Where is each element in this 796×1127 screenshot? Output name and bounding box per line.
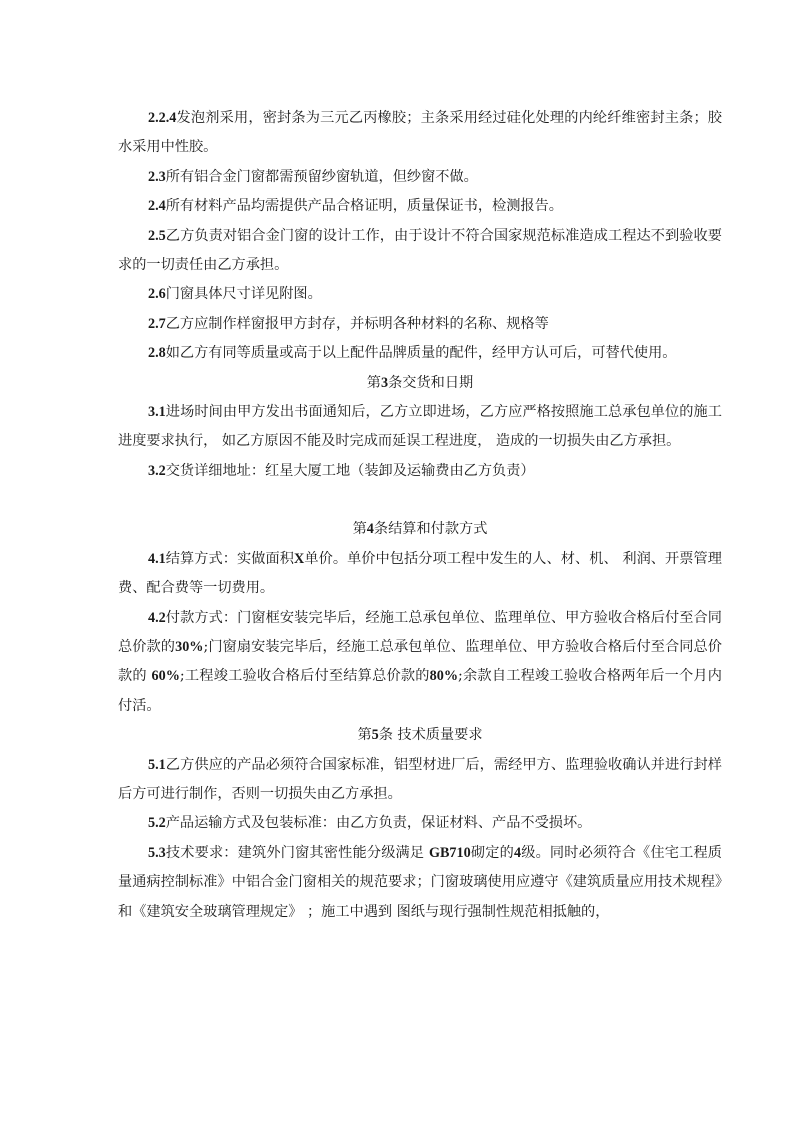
clause-text: 所有铝合金门窗都需预留纱窗轨道，但纱窗不做。 <box>165 168 478 185</box>
clause-number: 2.4 <box>148 198 166 215</box>
clause-5-2 <box>118 809 722 838</box>
clause-2-7 <box>118 310 722 339</box>
clause-text: 如乙方有同等质量或高于以上配件品牌质量的配件，经甲方认可后，可替代使用。 <box>165 345 677 362</box>
clause-number: 4.1 <box>148 550 166 567</box>
clause-5-1 <box>118 751 722 810</box>
document-page <box>118 104 722 927</box>
clause-2-3 <box>118 163 722 192</box>
clause-2-5 <box>118 222 722 281</box>
spacer <box>118 486 722 515</box>
clause-text: 门窗具体尺寸详见附图。 <box>165 286 322 303</box>
clause-text: 交货详细地址：红星大厦工地（装卸及运输费由乙方负责） <box>165 462 535 479</box>
section-5-heading: 第5条 技术质量要求 <box>357 727 483 744</box>
clause-2-6 <box>118 280 722 309</box>
clause-number: 4.2 <box>148 609 166 626</box>
clause-number: 2.5 <box>148 227 166 244</box>
clause-text: 进场时间由甲方发出书面通知后，乙方立即进场，乙方应严格按照施工总承包单位的施工进度要求执行， 如乙方原因不能及时完成而延误工程进度， 造成的一切损失由乙方承担。 <box>118 404 722 450</box>
clause-text: 乙方供应的产品必须符合国家标准，铝型材进厂后，需经甲方、监理验收确认并进行封样后方可进行制作，否则一切损失由乙方承担。 <box>118 756 722 802</box>
clause-number: 2.3 <box>148 168 166 185</box>
clause-number: 2.2.4 <box>148 110 177 126</box>
clause-number: 2.8 <box>148 345 166 362</box>
clause-2-8 <box>118 339 722 368</box>
clause-4-2: 4.2付款方式：门窗框安装完毕后，经施工总承包单位、监理单位、甲方验收合格后付至合同总价款的30%;门窗扇安装完毕后，经施工总承包单位、监理单位、甲方验收合格后付至合同总价款的 60%;工程竣工验收合格后付至结算总价款的80%;余款自工程竣工验收合格两年后一个月内付活。 <box>118 609 722 714</box>
section-number: 4 <box>366 521 374 538</box>
clause-3-1 <box>118 398 722 457</box>
clause-2-2-4 <box>118 104 722 163</box>
clause-2-4 <box>118 192 722 221</box>
clause-text: 乙方负责对铝合金门窗的设计工作，由于设计不符合国家规范标准造成工程达不到验收要求的一切责任由乙方承担。 <box>118 227 722 274</box>
clause-number: 3.1 <box>148 404 166 421</box>
clause-number: 5.1 <box>148 756 166 773</box>
clause-number: 2.7 <box>148 315 166 332</box>
section-4-heading: 第4条结算和付款方式 <box>352 521 488 538</box>
clause-text: 发泡剂采用，密封条为三元乙丙橡胶；主条采用经过硅化处理的内纶纤维密封主条；胶水采用中性胶。 <box>118 110 722 156</box>
clause-3-2 <box>118 457 722 486</box>
section-number: 5 <box>371 727 379 744</box>
clause-4-1: 4.1结算方式：实做面积X单价。单价中包括分项工程中发生的人、材、机、 利润、开票管理费、配合费等一切费用。 <box>118 550 722 597</box>
clause-number: 5.3 <box>148 844 166 861</box>
section-3-heading: 第3条交货和日期 <box>366 374 474 391</box>
clause-text: 产品运输方式及包装标准：由乙方负责，保证材料、产品不受损坏。 <box>165 815 592 832</box>
clause-number: 3.2 <box>148 462 166 479</box>
clause-number: 2.6 <box>148 286 166 303</box>
section-number: 3 <box>380 374 389 391</box>
clause-number: 5.2 <box>148 815 166 832</box>
clause-text: 所有材料产品均需提供产品合格证明，质量保证书，检测报告。 <box>165 198 563 215</box>
clause-5-3: 5.3技术要求：建筑外门窗其密性能分级满足 GB710砌定的4级。同时必须符合《住宅工程质量通病控制标准》中铝合金门窗相关的规范要求；门窗玻璃使用应遵守《建筑质量应用技术规程》和《建筑安全玻璃管理规定》 ；施工中遇到 图纸与现行强制性规范相抵触的， <box>118 844 722 920</box>
clause-text: 乙方应制作样窗报甲方封存，并标明各种材料的名称、规格等 <box>165 315 549 332</box>
